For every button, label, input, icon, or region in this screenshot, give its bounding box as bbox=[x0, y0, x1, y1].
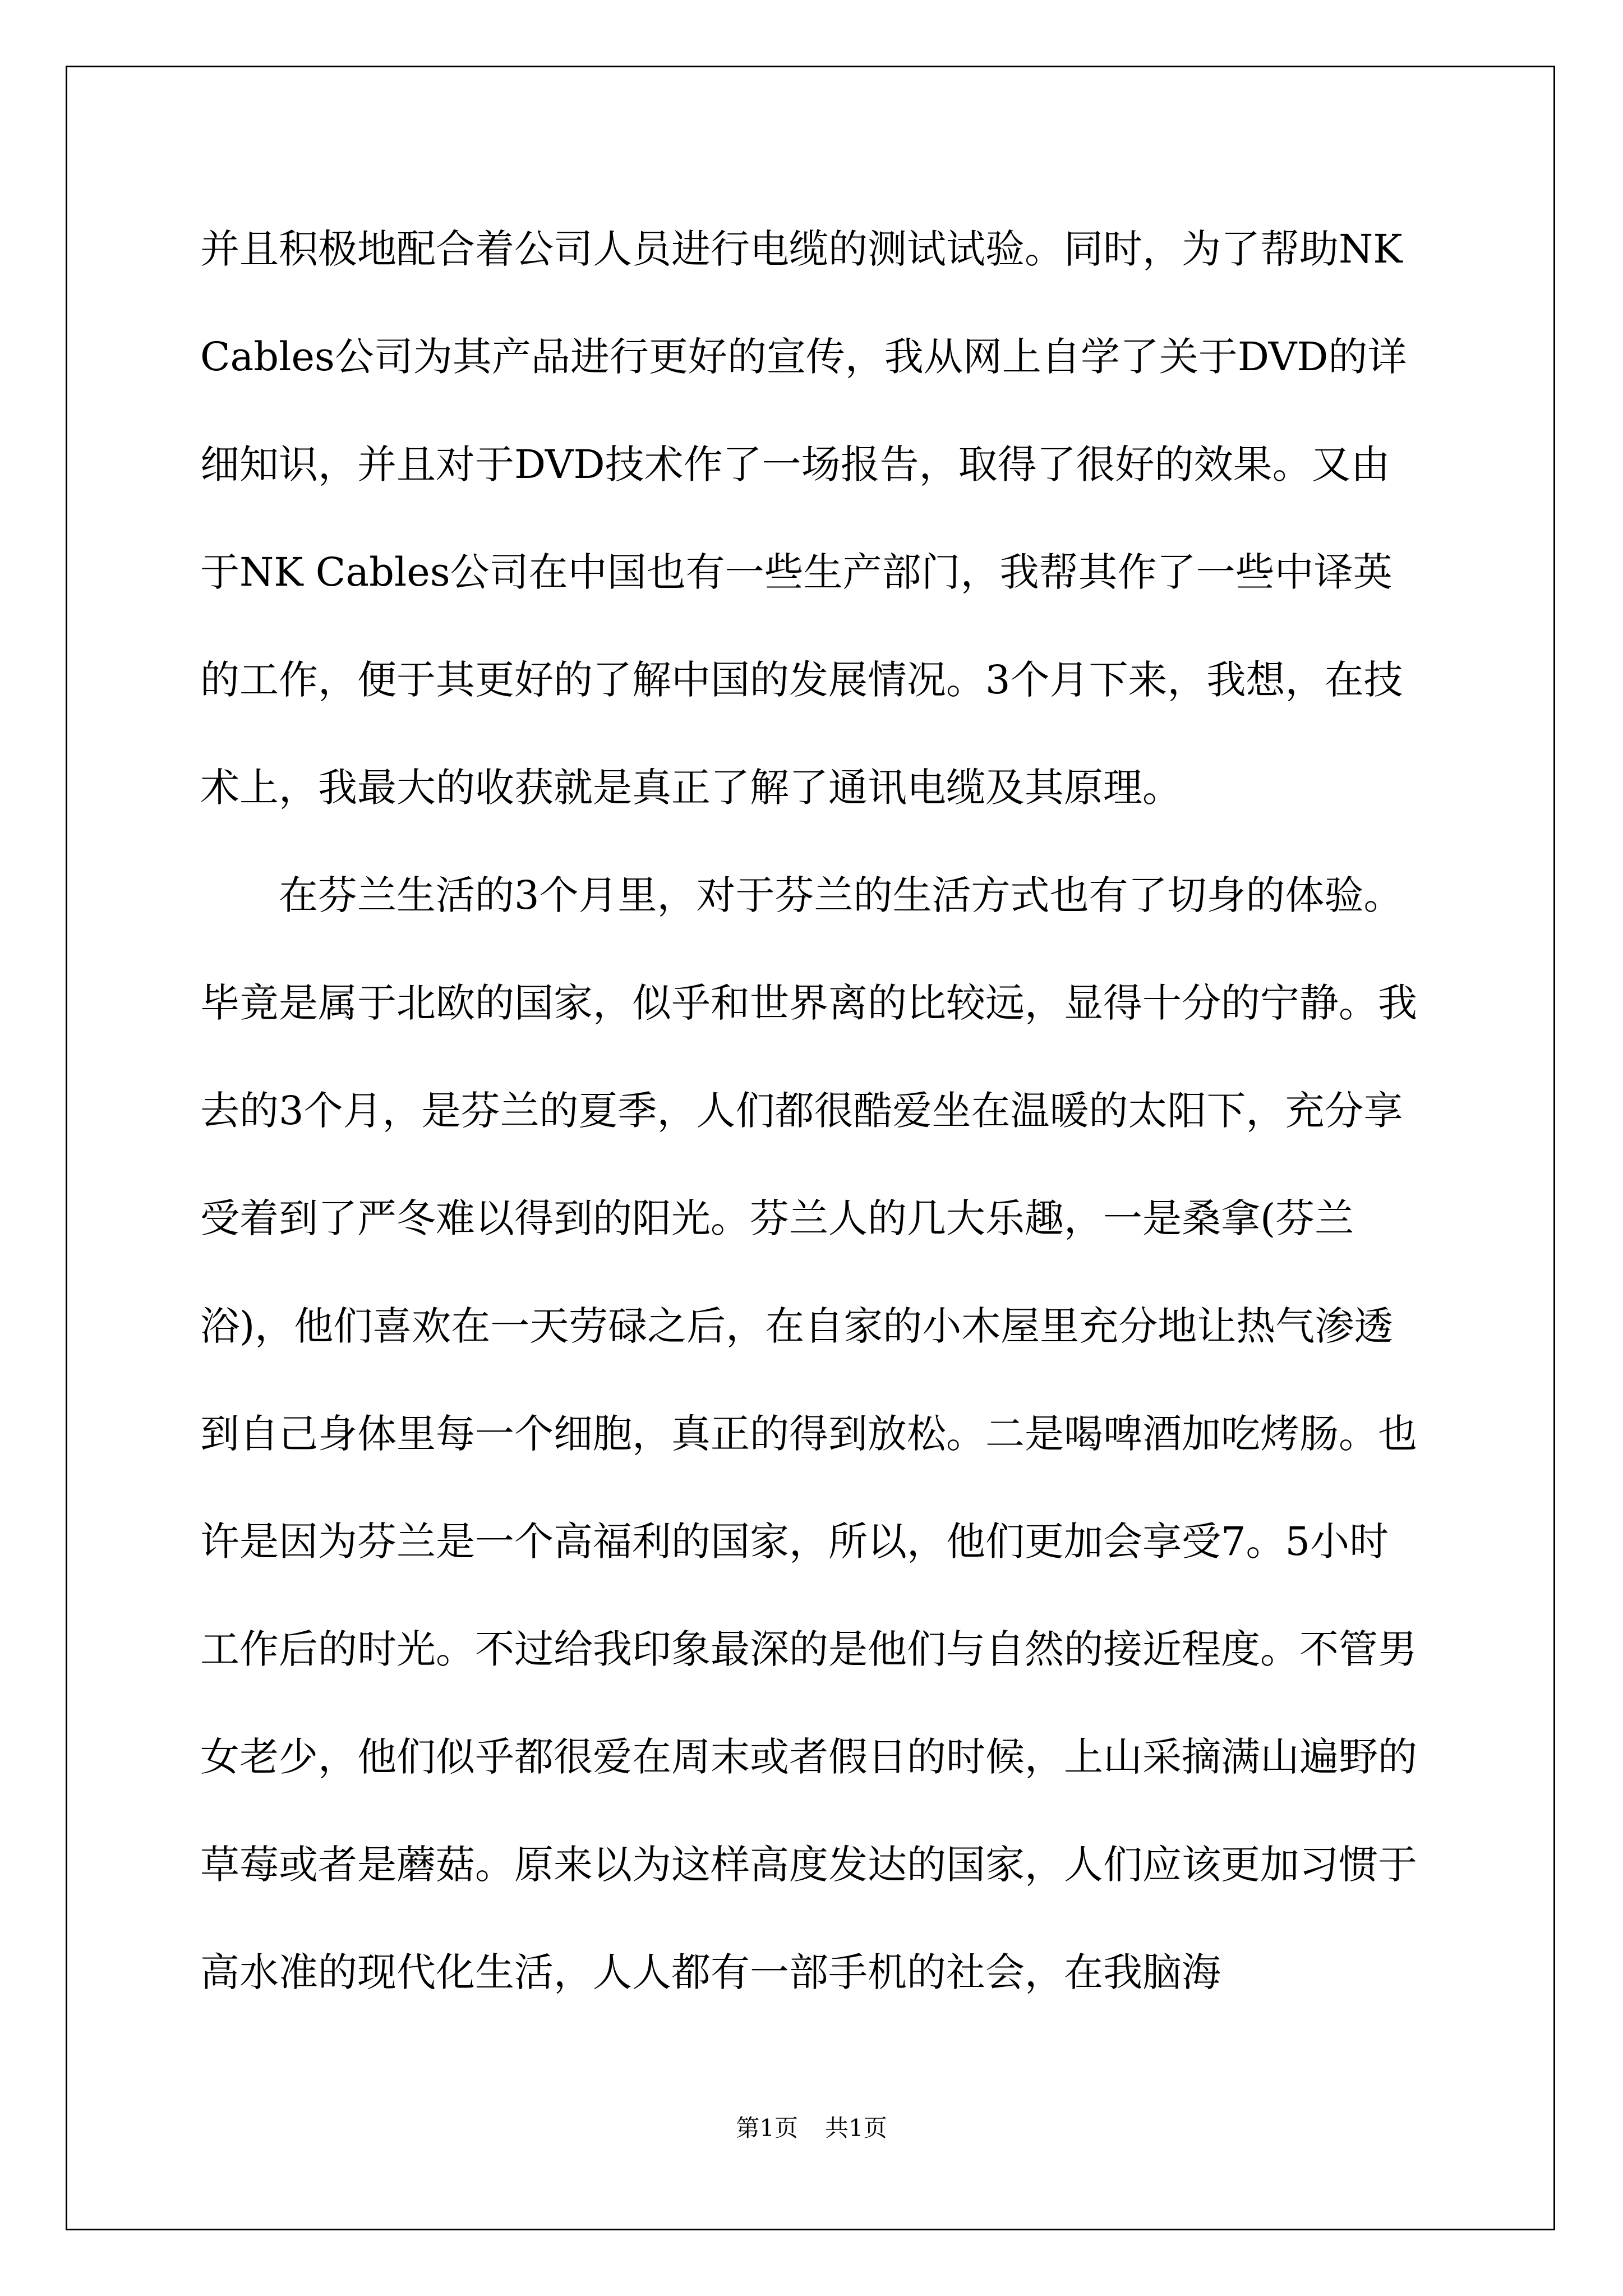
page-footer bbox=[0, 2111, 1623, 2145]
page-total: 共1页 bbox=[825, 2114, 887, 2142]
paragraph-1: 并且积极地配合着公司人员进行电缆的测试试验。同时，为了帮助NK Cables公司为其产品进行更好的宣传，我从网上自学了关于DVD的详细知识，并且对于DVD技术作了一场报告，取得了很好的效果。又由于NK Cables公司在中国也有一些生产部门，我帮其作了一些中译英的工作，便于其更好的了解中国的发展情况。3个月下来，我想，在技术上，我最大的收获就是真正了解了通讯电缆及其原理。 bbox=[200, 226, 1407, 811]
document-body bbox=[200, 195, 1423, 2026]
paragraph-2: 在芬兰生活的3个月里，对于芬兰的生活方式也有了切身的体验。毕竟是属于北欧的国家，似乎和世界离的比较远，显得十分的宁静。我去的3个月，是芬兰的夏季，人们都很酷爱坐在温暖的太阳下，充分享受着到了严冬难以得到的阳光。芬兰人的几大乐趣，一是桑拿(芬兰浴)，他们喜欢在一天劳碌之后，在自家的小木屋里充分地让热气渗透到自己身体里每一个细胞，真正的得到放松。二是喝啤酒加吃烤肠。也许是因为芬兰是一个高福利的国家，所以，他们更加会享受7。5小时工作后的时光。不过给我印象最深的是他们与自然的接近程度。不管男女老少，他们似乎都很爱在周末或者假日的时候，上山采摘满山遍野的草莓或者是蘑菇。原来以为这样高度发达的国家，人们应该更加习惯于高水准的现代化生活，人人都有一部手机的社会，在我脑海 bbox=[200, 872, 1417, 1995]
page-number: 第1页 bbox=[736, 2114, 798, 2142]
